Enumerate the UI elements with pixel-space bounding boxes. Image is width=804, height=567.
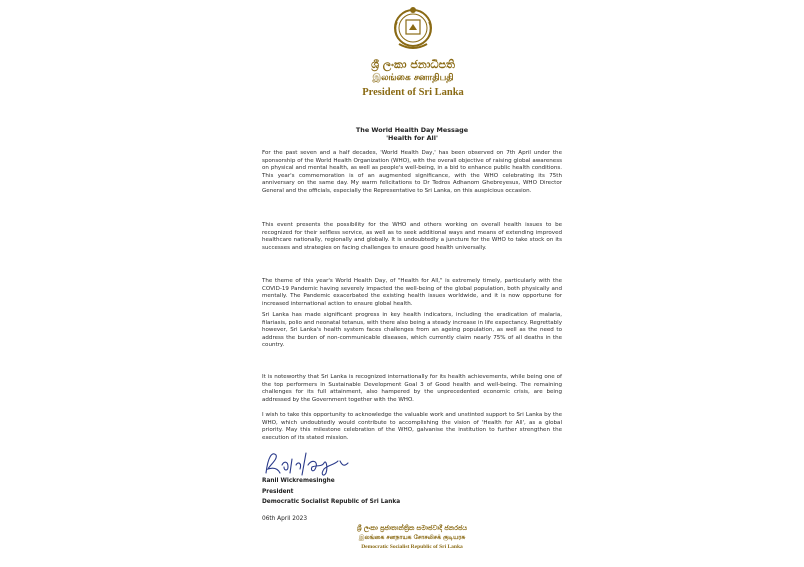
letterhead-english: President of Sri Lanka	[362, 87, 464, 98]
sri-lanka-emblem-icon	[391, 4, 435, 54]
footer-english: Democratic Socialist Republic of Sri Lanka	[361, 544, 463, 550]
message-title: The World Health Day Message	[355, 126, 469, 134]
paragraph-3: The theme of this year's World Health Day, of "Health for All," is extremely timely, particularly with the COVID-19 Pandemic having severely impacted the well-being of the global population, both physically and mentally. The Pandemic exacerbated the existing health issues worldwide, and it is now opportune for increased international action to ensure global health.	[262, 278, 562, 307]
signatory-position: President	[262, 489, 294, 495]
message-subtitle: 'Health for All'	[386, 134, 438, 142]
paragraph-2: This event presents the possibility for the WHO and others working on overall health issues to be recognized for their selfless service, as well as to seek additional ways and means of extending improved healthcare nationally, regionally and globally. It is undoubtedly a juncture for the WHO to take stock on its successes and strategies on facing challenges to ensure good health universally.	[262, 222, 562, 251]
signatory-name: Ranil Wickremesinghe	[262, 478, 335, 484]
letter-date: 06th April 2023	[262, 516, 308, 522]
signatory-republic: Democratic Socialist Republic of Sri Lanka	[262, 499, 401, 505]
paragraph-6: I wish to take this opportunity to acknowledge the valuable work and unstinted support to Sri Lanka by the WHO, which undoubtedly would contribute to accomplishing the vision of 'Health for All', as a global priority. May this milestone celebration of the WHO, galvanise the institution to further strengthen the execution of its stated mission.	[262, 412, 562, 441]
letterhead-tamil: இலங்கை சனாதிபதி	[372, 73, 454, 83]
letterhead-sinhala: ශ්‍රී ලංකා ජනාධිපති	[371, 58, 455, 71]
footer-tamil: இலங்கை சனநாயக சோசலிசக் குடியரசு	[358, 534, 466, 541]
paragraph-4: Sri Lanka has made significant progress in key health indicators, including the eradication of malaria, filariasis, polio and neonatal tetanus, with there also being a steady increase in life expectancy. Regrettably however, Sri Lanka's health system faces challenges from an ageing population, as well as the need to address the burden of non-communicable diseases, which currently claim nearly 75% of all deaths in the country.	[262, 312, 562, 349]
paragraph-5: It is noteworthy that Sri Lanka is recognized internationally for its health achievements, while being one of the top performers in Sustainable Development Goal 3 of Good health and well-being. The remaining challenges for its full attainment, also hampered by the unprecedented economic crisis, are being addressed by the Government together with the WHO.	[262, 374, 562, 403]
footer-sinhala: ශ්‍රී ලංකා ප්‍රජාතාන්ත්‍රික සමාජවාදී ජනරජය	[356, 524, 468, 532]
handwritten-signature-icon	[262, 447, 352, 479]
paragraph-1: For the past seven and a half decades, 'World Health Day,' has been observed on 7th April under the sponsorship of the World Health Organization (WHO), with the overall objective of raising global awareness on physical and mental health, as well as people's well-being, in a bid to enhance public health conditions. This year's commemoration is of an augmented significance, with the WHO celebrating its 75th anniversary on the same day. My warm felicitations to Dr Tedros Adhanom Ghebreyesus, WHO Director General and the officials, especially the Representative to Sri Lanka, on this auspicious occasion.	[262, 150, 562, 194]
